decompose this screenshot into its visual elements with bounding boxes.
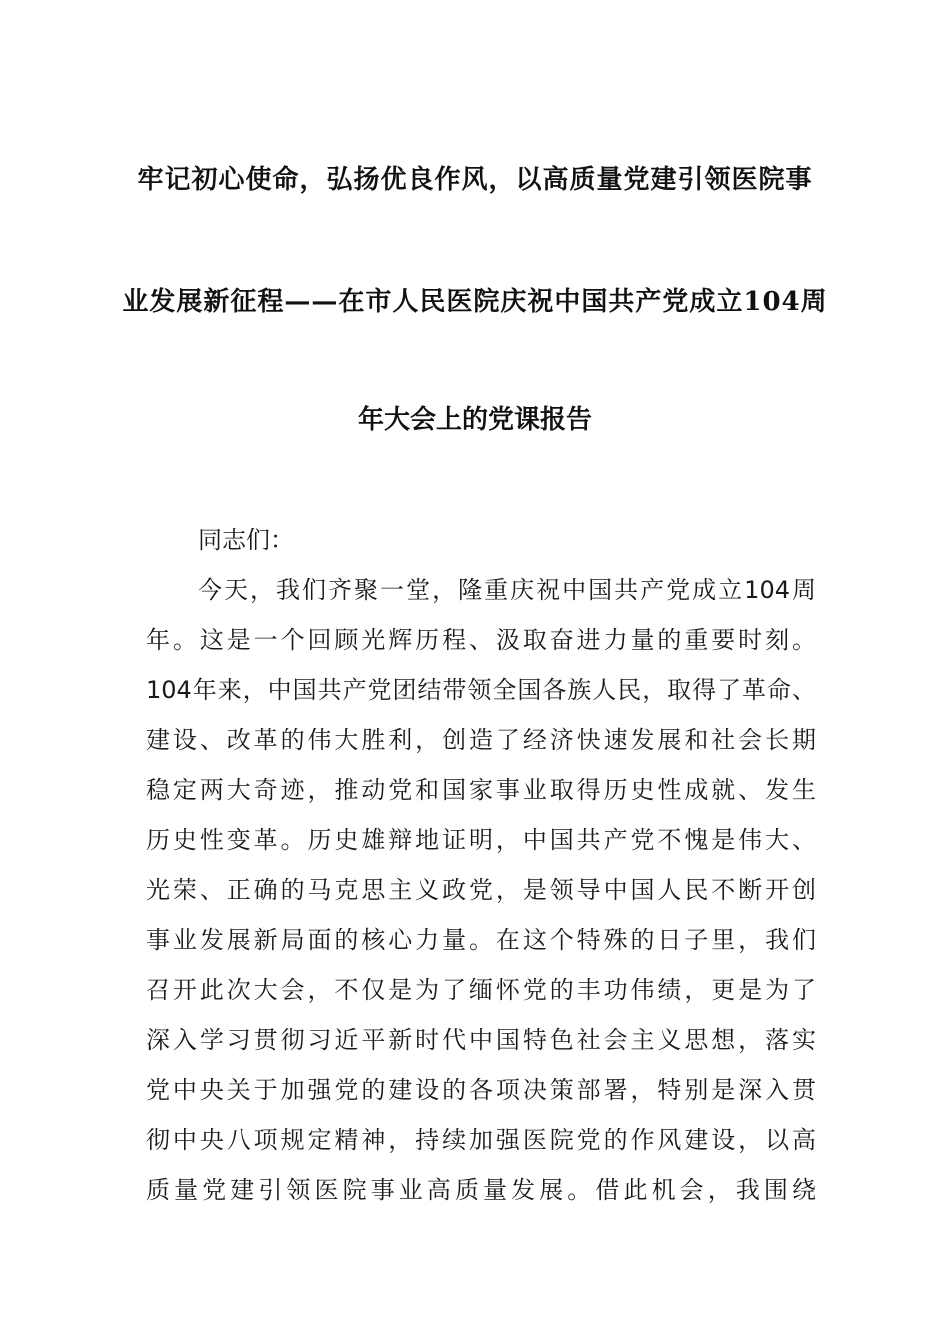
body-line: 召开此次大会，不仅是为了缅怀党的丰功伟绩，更是为了 [146,976,816,1004]
body-line: 质量党建引领医院事业高质量发展。借此机会，我围绕 [146,1176,816,1204]
body-line: 彻中央八项规定精神，持续加强医院党的作风建设，以高 [146,1126,816,1154]
body-line: 历史性变革。历史雄辩地证明，中国共产党不愧是伟大、 [146,826,816,854]
body-line: 事业发展新局面的核心力量。在这个特殊的日子里，我们 [146,926,816,954]
body-line: 党中央关于加强党的建设的各项决策部署，特别是深入贯 [146,1076,816,1104]
body-line: 光荣、正确的马克思主义政党，是领导中国人民不断开创 [146,876,816,904]
body-text [146,515,816,1215]
salutation: 同志们： [198,526,294,554]
body-line: 今天，我们齐聚一堂，隆重庆祝中国共产党成立104周 [198,576,816,604]
body-line: 建设、改革的伟大胜利，创造了经济快速发展和社会长期 [146,726,816,754]
title-line-1: 牢记初心使命，弘扬优良作风，以高质量党建引领医院事 [137,165,813,195]
body-line: 深入学习贯彻习近平新时代中国特色社会主义思想，落实 [146,1026,816,1054]
body-line: 104年来，中国共产党团结带领全国各族人民，取得了革命、 [146,676,816,704]
body-line: 年。这是一个回顾光辉历程、汲取奋进力量的重要时刻。 [146,626,816,654]
title-line-3: 年大会上的党课报告 [357,405,592,435]
title-line-2: 业发展新征程——在市人民医院庆祝中国共产党成立104周 [122,287,828,317]
body-line: 稳定两大奇迹，推动党和国家事业取得历史性成就、发生 [146,776,816,804]
